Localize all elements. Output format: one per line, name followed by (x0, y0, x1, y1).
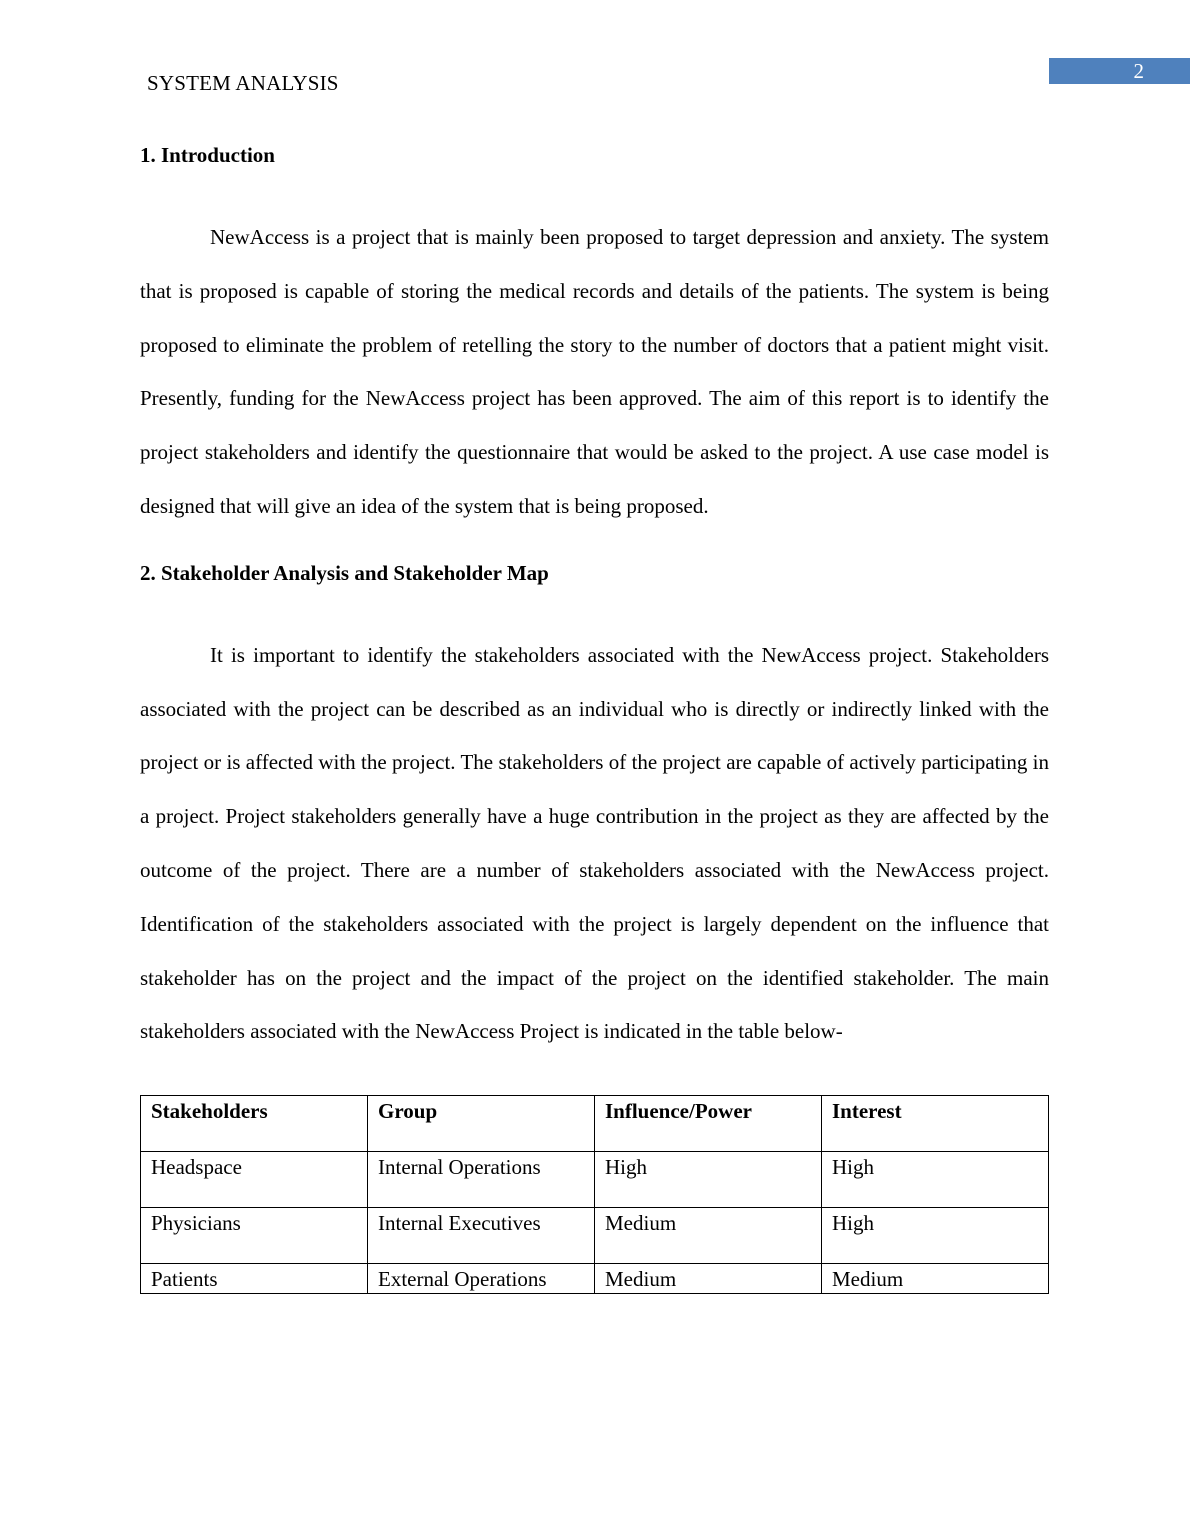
header-cell-stakeholders: Stakeholders (141, 1096, 368, 1152)
document-body (140, 138, 1049, 1294)
section-heading-stakeholder-analysis: 2. Stakeholder Analysis and Stakeholder Map (140, 560, 549, 585)
table-cell: Medium (595, 1208, 822, 1264)
section-heading-introduction: 1. Introduction (140, 143, 275, 167)
stakeholder-table-wrapper (140, 1095, 1049, 1294)
table-header-row (141, 1096, 1049, 1152)
running-head: SYSTEM ANALYSIS (147, 71, 339, 95)
header-cell-influence: Influence/Power (595, 1096, 822, 1152)
table-cell: Medium (822, 1264, 1049, 1294)
page-number: 2 (1133, 59, 1144, 83)
table-row (141, 1264, 1049, 1294)
table-cell: High (595, 1152, 822, 1208)
header-cell-group: Group (368, 1096, 595, 1152)
page-number-bar (1049, 58, 1190, 84)
stakeholder-paragraph: It is important to identify the stakeholders associated with the NewAccess project. Stakeholders associated with the project can be described as an individual who is directly or indirectly linked with the project or is affected with the project. The stakeholders of the project are capable of actively participating in a project. Project stakeholders generally have a huge contribution in the project as they are affected by the outcome of the project. There are a number of stakeholders associated with the NewAccess project. Identification of the stakeholders associated with the project is largely dependent on the influence that stakeholder has on the project and the impact of the project on the identified stakeholder. The main stakeholders associated with the NewAccess Project is indicated in the table below- (140, 642, 1049, 1044)
stakeholder-table (140, 1095, 1049, 1294)
table-row (141, 1208, 1049, 1264)
header-cell-interest: Interest (822, 1096, 1049, 1152)
table-cell: External Operations (368, 1264, 595, 1294)
table-cell: Headspace (141, 1152, 368, 1208)
table-row (141, 1152, 1049, 1208)
table-cell: Medium (595, 1264, 822, 1294)
table-cell: High (822, 1208, 1049, 1264)
table-cell: Patients (141, 1264, 368, 1294)
introduction-paragraph: NewAccess is a project that is mainly been proposed to target depression and anxiety. The system that is proposed is capable of storing the medical records and details of the patients. The system is being proposed to eliminate the problem of retelling the story to the number of doctors that a patient might visit. Presently, funding for the NewAccess project has been approved. The aim of this report is to identify the project stakeholders and identify the questionnaire that would be asked to the project. A use case model is designed that will give an idea of the system that is being proposed. (140, 225, 1049, 518)
table-cell: High (822, 1152, 1049, 1208)
table-cell: Internal Executives (368, 1208, 595, 1264)
table-cell: Internal Operations (368, 1152, 595, 1208)
table-cell: Physicians (141, 1208, 368, 1264)
